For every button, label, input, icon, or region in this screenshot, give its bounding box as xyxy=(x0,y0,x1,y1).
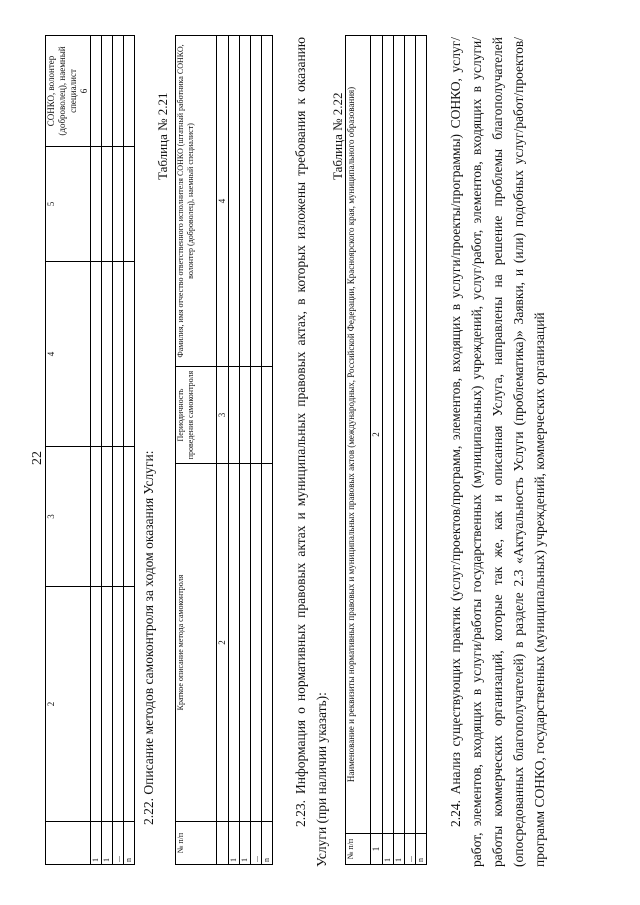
column-number: 6 xyxy=(79,88,89,94)
row-number: 1 xyxy=(91,822,102,865)
row-number: 1 xyxy=(102,822,113,865)
row-number: 1 xyxy=(394,834,405,865)
column-number: 4 xyxy=(46,262,91,447)
row-number: ... xyxy=(113,822,124,865)
column-header: Краткое описание метода самоконтроля xyxy=(176,464,217,822)
column-header: Фамилия, имя отчество ответственного исполнителя СОНКО (штатный работника СОНКО, волонтер (доброволец), наемный специалист) xyxy=(176,36,217,367)
table-2-21 xyxy=(175,35,273,865)
table-2-22 xyxy=(345,35,427,865)
column-number-with-header xyxy=(46,36,91,147)
row-number: 1 xyxy=(240,822,251,865)
row-number: 1 xyxy=(383,834,394,865)
table-row xyxy=(124,36,135,865)
row-number: ... xyxy=(251,822,262,865)
table-row xyxy=(240,36,251,865)
column-header: Наименование и реквизиты нормативных правовых и муниципальных правовых актов (международных, Российской Федерации, Красноярского края, муниципального образования) xyxy=(346,36,371,834)
column-number: 2 xyxy=(217,464,229,822)
table-2-22-caption: Таблица № 2.22 xyxy=(330,92,345,180)
table-row xyxy=(262,36,273,865)
column-number: 2 xyxy=(371,36,383,834)
table-row xyxy=(91,36,102,865)
row-number: n xyxy=(124,822,135,865)
table-row xyxy=(102,36,113,865)
row-number: ... xyxy=(405,834,416,865)
column-header: Периодичность проведения самоконтроля xyxy=(176,367,217,464)
section-2-23-paragraph: 2.23. Информация о нормативных правовых актах и муниципальных правовых актах, в которых изложены требования к оказанию Услуги (при наличии указать): xyxy=(293,37,329,867)
column-number: 2 xyxy=(46,587,91,822)
page-number: 22 xyxy=(30,451,45,465)
row-number: n xyxy=(262,822,273,865)
column-header: № п/п xyxy=(346,834,371,865)
column-number xyxy=(217,822,229,865)
table-2-21-caption: Таблица № 2.21 xyxy=(155,92,170,180)
table-row xyxy=(383,36,394,865)
column-number: 5 xyxy=(46,147,91,262)
column-number: 1 xyxy=(371,834,383,865)
section-2-24-paragraph: 2.24. Анализ существующих практик (услуг/проектов/программ, элементов, входящих в услуги/проекты/программы) СОНКО, услуг/работ, элементов, входящих в услуги/работы государственных (муниципальных) учреждений, услуг/работ, элементов, входящих в услуги/работы коммерческих организаций, которые так же, как и описанная Услуга, направлены на решение проблемы благополучателей (опосредованных благополучателей) в разделе 2.3 «Актуальность Услуги (проблематика)» Заявки, и (или) подобных услуг/работ/проектов/программ СОНКО, государственных (муниципальных) учреждений, коммерческих организаций xyxy=(448,37,547,867)
row-number: 1 xyxy=(229,822,240,865)
section-2-22-heading: 2.22. Описание методов самоконтроля за ходом оказания Услуги: xyxy=(141,450,156,825)
row-number: n xyxy=(416,834,427,865)
table-row xyxy=(405,36,416,865)
column-header: СОНКО, волонтер (доброволец), наемный специалист xyxy=(46,46,78,136)
column-number: 3 xyxy=(217,367,229,464)
column-number: 3 xyxy=(46,447,91,587)
table-row xyxy=(251,36,262,865)
table-row xyxy=(113,36,124,865)
table-row xyxy=(229,36,240,865)
column-header: № п/п xyxy=(176,822,217,865)
table-continued xyxy=(45,35,135,865)
column-number: 4 xyxy=(217,36,229,367)
table-row xyxy=(394,36,405,865)
column-number xyxy=(46,822,91,865)
table-row xyxy=(416,36,427,865)
